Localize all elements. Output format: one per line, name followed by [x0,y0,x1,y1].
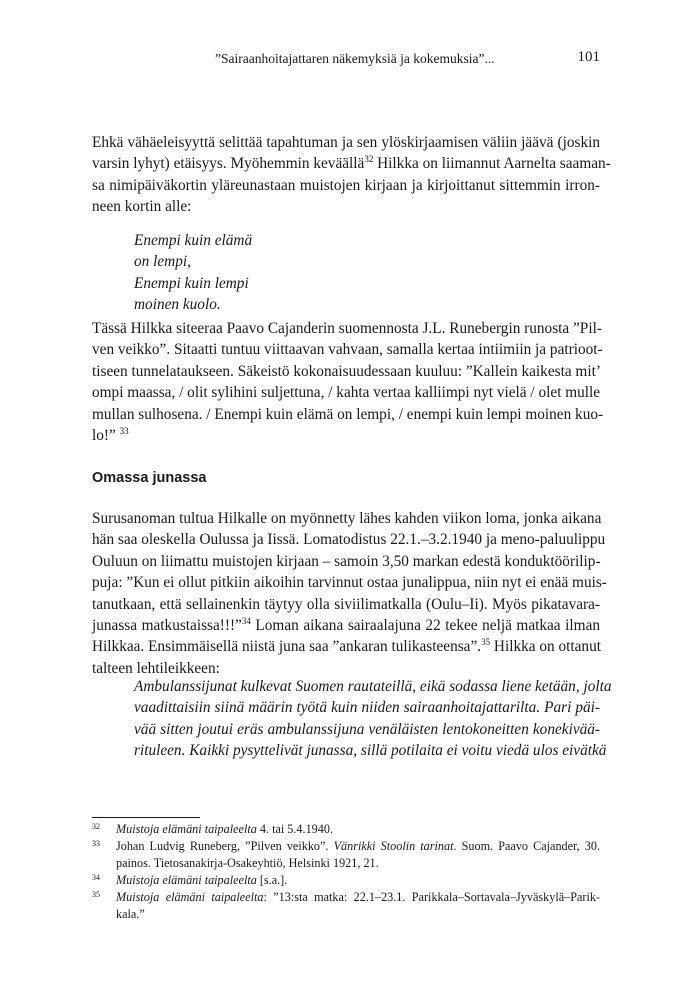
text-line: Ouluun on liimattu muistojen kirjaan – samoin 3,50 markan edestä konduktöörilip- [92,552,601,570]
poem-line: on lempi, [134,253,191,271]
section-heading: Omassa junassa [92,470,207,486]
footnote-32: 32 Muistoja elämäni taipaleelta 4. tai 5.4.1940. [92,821,600,838]
footnote-number: 32 [92,822,100,831]
source-title: Muistoja elämäni taipaleelta [116,890,264,904]
footnote-number: 35 [92,890,100,899]
text-line: talteen lehtileikkeen: [92,659,220,677]
text-line: varsin lyhyt) etäisyys. Myöhemmin keväällä$^{32}$ Hilkka on liimannut Aarnelta saaman- [92,154,611,173]
footnote-number: 33 [92,839,100,848]
text-line: ven veikko”. Sitaatti tuntuu viittaavan vahvaan, samalla kertaa intiimiin ja patrioot- [92,341,603,359]
footnote-ref: 33 [119,425,129,436]
page-number: 101 [577,49,600,65]
text-line: hän saa oleskella Oulussa ja Iissä. Lomatodistus 22.1.–3.2.1940 ja meno-paluulippu [92,531,606,549]
footnotes [92,821,600,923]
footnote-33: 33 Johan Ludvig Runeberg, ”Pilven veikko”. Vänrikki Stoolin tarinat. Suom. Paavo Cajander, 30. painos. Tietosanakirja-Osakeyhtiö, Helsinki 1921, 21. [92,838,600,872]
poem-line: Enempi kuin elämä [134,232,253,249]
text-line: tiseen tunnelataukseen. Säkeistö kokonaisuudessaan kuuluu: ”Kallein kaikesta mit’ [92,362,601,380]
footnote-divider [92,817,200,818]
poem-line: Enempi kuin lempi [134,274,249,292]
poem-line: moinen kuolo. [134,296,221,314]
footnote-ref: 34 [241,615,251,626]
quote-line: Ambulanssijunat kulkevat Suomen rautateillä, eikä sodassa liene ketään, jolta [134,678,612,695]
text-line: puja: ”Kun ei ollut pitkiin aikoihin tarvinnut ostaa junalippua, niin nyt ei enää muis- [92,574,607,592]
paragraph-3 [92,508,607,679]
paragraph-1 [92,132,611,218]
page-header [92,51,600,71]
source-title: Vänrikki Stoolin tarinat [333,839,454,853]
poem-quote [134,230,252,316]
footnote-34: 34 Muistoja elämäni taipaleelta [s.a.]. [92,872,600,889]
text-line: Hilkkaa. Ensimmäisellä niistä juna saa ”ankaran tulikasteensa”.$^{35}$ Hilkka on ottanut [92,637,601,656]
paragraph-2 [92,318,604,446]
source-title: Muistoja elämäni taipaleelta [116,873,257,887]
text-line: junassa matkustaissa!!!”$^{34}$ Loman aikana sairaalajuna 22 tekee neljä matkaa ilman [92,615,601,635]
text-line: sa nimipäiväkortin yläreunastaan muistojen kirjaan ja kirjoittanut sittemmin irron- [92,176,600,194]
running-title: ”Sairaanhoitajattaren näkemyksiä ja kokemuksia”... [215,51,495,66]
text-line: mullan sulhosena. / Enempi kuin elämä on lempi, / enempi kuin lempi moinen kuo- [92,405,604,423]
text-line: Surusanoman tultua Hilkalle on myönnetty lähes kahden viikon loma, jonka aikana [92,510,602,527]
text-line: neen kortin alle: [92,198,192,216]
text-line: tanutkaan, että sellainenkin täytyy olla siviilimatkalla (Oulu–Ii). Myös pikatavara- [92,595,600,613]
quote-line: rituleen. Kaikki pysyttelivät junassa, sillä potilaita ei voitu viedä ulos eivätkä [134,742,607,760]
text-line: Ehkä vähäeleisyyttä selittää tapahtuman ja sen ylöskirjaamisen väliin jäävä (joskin [92,134,600,151]
footnote-ref: 35 [481,637,491,648]
footnote-ref: 32 [364,154,374,165]
footnote-35: 35 Muistoja elämäni taipaleelta: ”13:sta matka: 22.1–23.1. Parikkala–Sortavala–Jyväskylä–Parik- kala.” [92,889,600,923]
source-title: Muistoja elämäni taipaleelta [116,822,257,836]
text-line: ompi maassa, / olit sylihini suljettuna, / kahta vertaa kalliimpi nyt vielä / olet mulle [92,384,601,402]
footnote-number: 34 [92,873,100,882]
quote-line: vaadittaisiin siinä määrin työtä kuin niiden sairaanhoitajattarilta. Pari päi- [134,699,600,717]
block-quote [134,676,612,762]
text-line: lo!” $^{33}$ [92,425,129,445]
text-line: Tässä Hilkka siteeraa Paavo Cajanderin suomennosta J.L. Runebergin runosta ”Pil- [92,320,602,337]
quote-line: vää sitten joutui eräs ambulanssijuna venäläisten lentokoneitten konekivää- [134,720,600,738]
